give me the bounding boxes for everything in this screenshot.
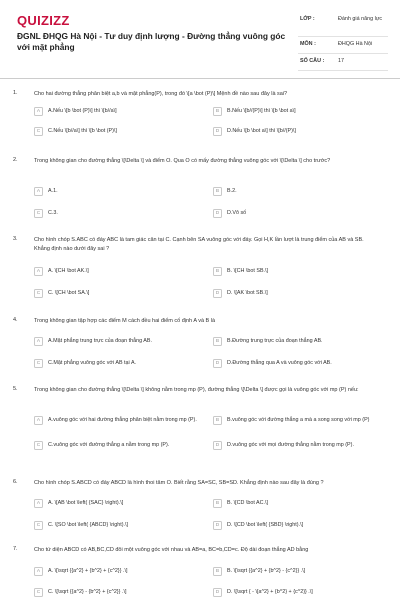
option-key-box: A [34,499,43,508]
option-key-box: A [34,187,43,196]
option-key-box: C [34,289,43,298]
option-key-box: D [213,289,222,298]
question-number: 2. [13,157,18,163]
option-text: C.vuông góc với đường thẳng a nằm trong mp (P). [48,442,170,448]
option-key-box: B [213,267,222,276]
question-text: Cho hình chóp S.ABCD có đáy ABCD là hình thoi tâm O. Biết rằng SA=SC, SB=SD. Khẳng định nào sau đây là đúng ? [34,480,324,486]
option-text: D.Đường thẳng qua A và vuông góc với AB. [227,360,332,366]
option-key-box: D [213,521,222,530]
question-text: Cho hình chóp S.ABC có đáy ABC là tam giác cân tại C. Cạnh bên SA vuông góc với đáy. Gọi H,K lần lượt là trung điểm của AB và SB. Khẳng định nào dưới đây sai ? [34,237,364,252]
meta-row-class [298,12,388,37]
option-key-box: B [213,187,222,196]
option-key-box: B [213,337,222,346]
option-text: A. \[\sqrt {{a^2} + {b^2} + {c^2}} .\] [48,568,128,574]
option-key-box: D [213,127,222,136]
option-key-box: B [213,567,222,576]
option-key-box: C [34,441,43,450]
option-text: C. \[\sqrt {{a^2} - {b^2} + {c^2}} .\] [48,589,127,595]
option-text: B.vuông góc với đường thẳng a mà a song song với mp (P) [227,417,370,423]
option-key-box: A [34,567,43,576]
option-text: C. \[CH \bot SA.\] [48,290,90,296]
meta-value: Đánh giá năng lực [338,16,383,22]
option-key-box: C [34,588,43,597]
worksheet-title: ĐGNL ĐHQG Hà Nội - Tư duy định lượng - Đường thẳng vuông góc với mặt phẳng [17,31,286,52]
option-text: B.2. [227,188,237,194]
option-key-box: D [213,359,222,368]
option-text: A.Nếu \[b \bot (P)\] thì \[b//a\] [48,108,117,114]
meta-label: LỚP : [300,16,315,22]
option-text: D. \[AK \bot SB.\] [227,290,268,296]
meta-value: ĐHQG Hà Nội [338,41,373,47]
option-key-box: C [34,127,43,136]
option-text: A.vuông góc với hai đường thẳng phân biệt nằm trong mp (P). [48,417,197,423]
option-key-box: D [213,441,222,450]
option-key-box: B [213,107,222,116]
option-text: B. \[\sqrt {{a^2} + {b^2} - {c^2}} .\] [227,568,306,574]
option-text: B. \[CH \bot SB.\] [227,268,269,274]
option-text: B. \[CD \bot AC.\] [227,500,269,506]
option-text: A.1. [48,188,58,194]
question-text: Trong không gian tập hợp các điểm M cách đều hai điểm cố định A và B là [34,318,216,324]
option-text: D. \[\sqrt { - \[a^2} + {b^2} + {c^2}} .\] [227,589,313,595]
question-number: 7. [13,546,18,552]
option-key-box: A [34,337,43,346]
option-text: B.Nếu \[b//(P)\] thì \[b \bot a\] [227,108,296,114]
question-number: 4. [13,317,18,323]
option-text: B.Đường trung trực của đoạn thẳng AB. [227,338,323,344]
option-text: D. \[CD \bot \left( {SBD} \right).\] [227,522,304,528]
question-number: 6. [13,479,18,485]
question-text: Trong không gian cho đường thẳng \[\Delta \] không nằm trong mp (P), đường thẳng \[\Delta \] được gọi là vuông góc với mp (P) nếu: [34,387,359,393]
option-key-box: C [34,209,43,218]
question-number: 5. [13,386,18,392]
question-text: Cho tứ diện ABCD có AB,BC,CD đôi một vuông góc với nhau và AB=a, BC=b,CD=c. Độ dài đoạn thẳng AD bằng [34,547,309,553]
option-key-box: A [34,267,43,276]
option-text: D.Nếu \[b \bot a\] thì \[b//(P)\] [227,128,296,134]
option-key-box: B [213,416,222,425]
option-text: A.Mặt phẳng trung trực của đoạn thẳng AB. [48,338,153,344]
option-text: D.Vô số [227,210,247,216]
option-text: C.Nếu \[b//a\] thì \[b \bot (P)\] [48,128,117,134]
question-text: Cho hai đường thẳng phân biệt a,b và mặt phẳng(P), trong đó \[a \bot (P)\] Mệnh đề nào sau đây là sai? [34,91,288,97]
header-divider [0,78,400,79]
meta-row-subject [298,37,388,54]
option-text: C.3. [48,210,58,216]
option-text: C.Mặt phẳng vuông góc với AB tại A. [48,360,137,366]
question-text: Trong không gian cho đường thẳng \[\Delta \] và điểm O. Qua O có mấy đường thẳng vuông góc với \[\Delta \] cho trước? [34,158,331,164]
question-number: 3. [13,236,18,242]
meta-row-count [298,54,388,71]
option-text: A. \[CH \bot AK.\] [48,268,89,274]
option-text: C. \[SO \bot \left( {ABCD} \right).\] [48,522,128,528]
worksheet-header [0,0,400,75]
meta-info-box [298,12,388,71]
option-key-box: B [213,499,222,508]
quizizz-logo: QUIZIZZ [17,13,70,28]
meta-label: SỐ CÂU : [300,58,325,64]
meta-label: MÔN : [300,41,316,47]
option-key-box: C [34,359,43,368]
question-number: 1. [13,90,18,96]
meta-value: 17 [338,58,344,64]
option-text: A. \[AB \bot \left( {SAC} \right).\] [48,500,124,506]
option-key-box: D [213,588,222,597]
option-text: D.vuông góc với mọi đường thẳng nằm trong mp (P). [227,442,354,448]
option-key-box: A [34,416,43,425]
option-key-box: A [34,107,43,116]
option-key-box: D [213,209,222,218]
option-key-box: C [34,521,43,530]
